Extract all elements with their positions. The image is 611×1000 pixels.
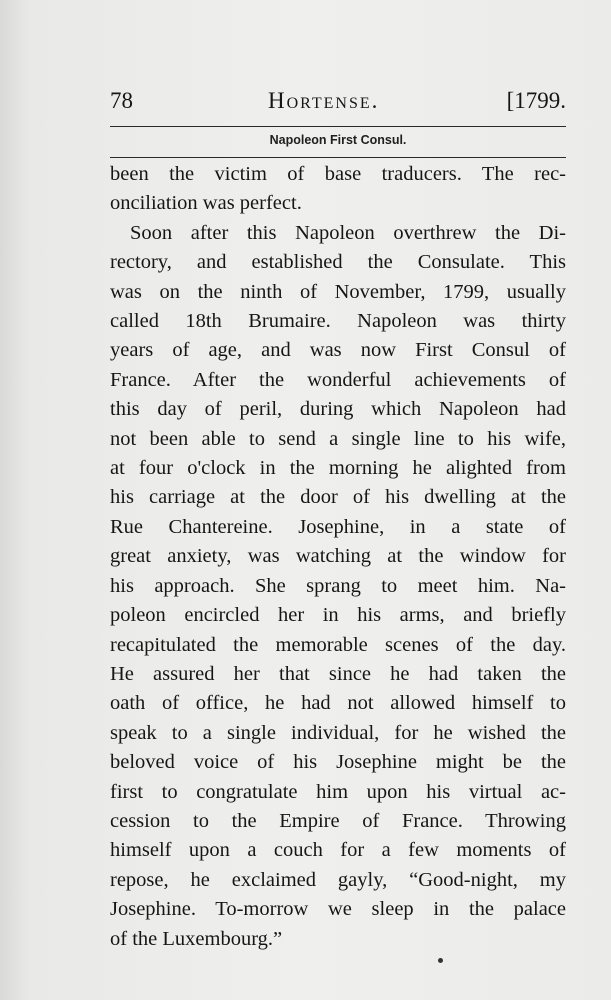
text-line: at four o'clock in the morning he alighted from: [110, 457, 566, 480]
text-line: his carriage at the door of his dwelling at the: [110, 486, 566, 509]
text-line: was on the ninth of November, 1799, usually: [110, 280, 566, 303]
text-line: been the victim of base traducers. The rec-: [110, 163, 566, 185]
text-line: beloved voice of his Josephine might be the: [110, 751, 566, 774]
page-number: 78: [110, 88, 133, 113]
header-rule-bottom: [110, 157, 566, 158]
text-line: this day of peril, during which Napoleon had: [110, 398, 566, 421]
paper-speck: [438, 958, 443, 963]
text-line: his approach. She sprang to meet him. Na-: [110, 574, 566, 597]
text-line: first to congratulate him upon his virtual ac-: [110, 780, 566, 803]
text-line: poleon encircled her in his arms, and briefly: [110, 604, 566, 627]
header-rule-top: [110, 126, 566, 127]
text-line: recapitulated the memorable scenes of the day.: [110, 633, 566, 656]
section-subtitle: Napoleon First Consul.: [269, 133, 407, 147]
text-line: oath of office, he had not allowed himself to: [110, 692, 566, 715]
text-line: He assured her that since he had taken the: [110, 662, 566, 685]
text-line: repose, he exclaimed gayly, “Good-night, my: [110, 868, 566, 891]
text-line: onciliation was perfect.: [110, 192, 302, 215]
page-header: [110, 88, 566, 122]
text-line: of the Luxembourg.”: [110, 927, 283, 950]
text-line: France. After the wonderful achievements of: [110, 368, 566, 391]
header-year: [1799.: [506, 88, 566, 113]
text-line: himself upon a couch for a few moments of: [110, 839, 566, 862]
body-text: [110, 160, 566, 954]
text-line: cession to the Empire of France. Throwing: [110, 809, 566, 832]
text-line: rectory, and established the Consulate. This: [110, 251, 566, 274]
text-line: Josephine. To-morrow we sleep in the palace: [110, 898, 566, 921]
text-line: not been able to send a single line to his wife,: [110, 427, 566, 450]
text-line: Rue Chantereine. Josephine, in a state of: [110, 515, 566, 538]
running-title: Hortense.: [268, 88, 380, 113]
text-line: speak to a single individual, for he wished the: [110, 721, 566, 744]
text-line: years of age, and was now First Consul of: [110, 339, 566, 362]
text-line: called 18th Brumaire. Napoleon was thirty: [110, 310, 566, 333]
text-line: Soon after this Napoleon overthrew the Di-: [130, 221, 566, 244]
text-line: great anxiety, was watching at the window for: [110, 545, 566, 568]
